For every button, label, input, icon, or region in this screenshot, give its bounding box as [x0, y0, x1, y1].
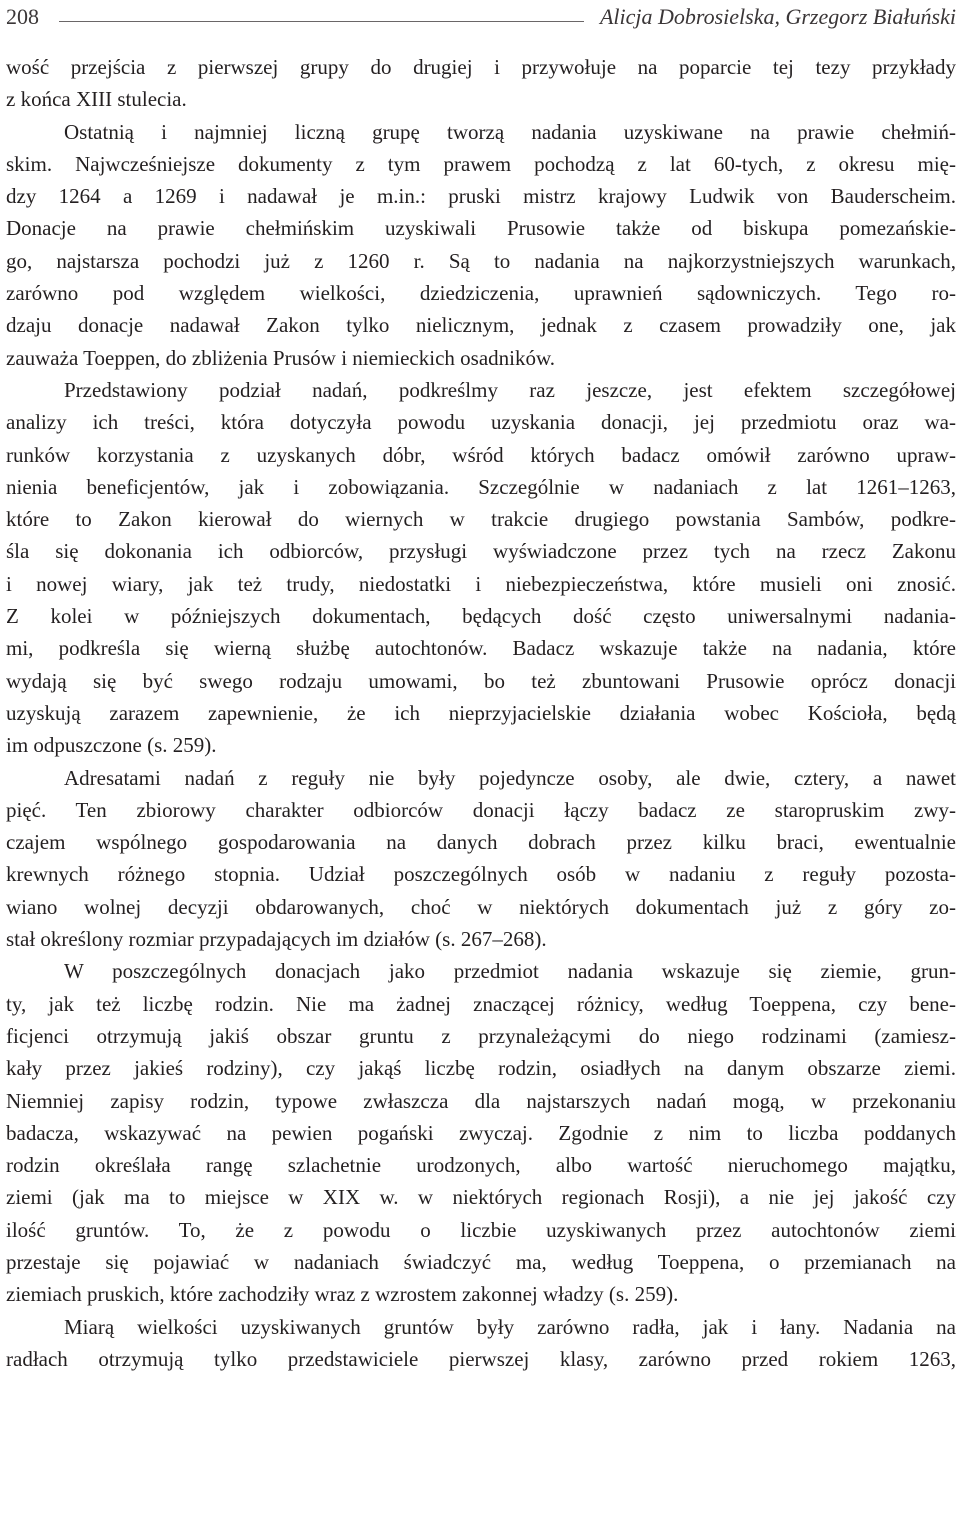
text-line: krewnych różnego stopnia. Udział poszczególnych osób w nadaniu z reguły pozosta- — [6, 862, 956, 887]
text-line: analizy ich treści, która dotyczyła powodu uzyskania donacji, jej przedmiotu oraz wa- — [6, 410, 956, 435]
text-line: czajem wspólnego gospodarowania na danych dobrach przez kilku braci, ewentualnie — [6, 830, 956, 855]
text-line: ziemi (jak ma to miejsce w XIX w. w niektórych regionach Rosji), a nie jej jakość czy — [6, 1185, 956, 1210]
text-line: mi, podkreśla się wierną służbę autochtonów. Badacz wskazuje także na nadania, które — [6, 636, 956, 661]
text-line: badacza, wskazywać na pewien pogański zwyczaj. Zgodnie z nim to liczba poddanych — [6, 1120, 956, 1145]
text-line: zauważa Toeppen, do zbliżenia Prusów i niemieckich osadników. — [6, 345, 556, 370]
text-line: przestaje się pojawiać w nadaniach świadczyć ma, według Toeppena, o przemianach na — [6, 1249, 956, 1274]
text-line: zarówno pod względem wielkości, dziedziczenia, uprawnień sądowniczych. Tego ro- — [6, 281, 956, 306]
running-header — [6, 0, 956, 28]
text-line: ty, jak też liczbę rodzin. Nie ma żadnej znaczącej różnicy, według Toeppena, czy bene- — [6, 991, 956, 1016]
text-line: go, najstarsza pochodzi już z 1260 r. Są to nadania na najkorzystniejszych warunkach, — [6, 248, 956, 273]
text-line: nienia beneficjentów, jak i zobowiązania. Szczególnie w nadaniach z lat 1261–1263, — [6, 474, 956, 499]
text-line: W poszczególnych donacjach jako przedmiot nadania wskazuje się ziemie, grun- — [64, 959, 956, 984]
text-line: ficjenci otrzymują jakiś obszar gruntu z przynależącymi do niego rodzinami (zamiesz- — [6, 1023, 956, 1048]
header-rule — [59, 21, 584, 22]
text-line: Adresatami nadań z reguły nie były pojedyncze osoby, ale dwie, cztery, a nawet — [64, 765, 956, 790]
text-line: ilość gruntów. To, że z powodu o liczbie uzyskiwanych przez autochtonów ziemi — [6, 1217, 956, 1242]
text-line: dzaju donacje nadawał Zakon tylko nielicznym, jednak z czasem prowadziły one, jak — [6, 313, 956, 338]
text-line: runków korzystania z uzyskanych dóbr, wśród których badacz omówił zarówno upraw- — [6, 442, 956, 467]
text-line: im odpuszczone (s. 259). — [6, 733, 217, 758]
text-line: stał określony rozmiar przypadających im działów (s. 267–268). — [6, 927, 547, 952]
text-line: z końca XIII stulecia. — [6, 87, 187, 112]
text-line: Ostatnią i najmniej liczną grupę tworzą nadania uzyskiwane na prawie chełmiń- — [64, 119, 956, 144]
text-line: wydają się być swego rodzaju umowami, bo też zbuntowani Prusowie oprócz donacji — [6, 668, 956, 693]
text-line: Niemniej zapisy rodzin, typowe zwłaszcza dla najstarszych nadań mogą, w przekonaniu — [6, 1088, 956, 1113]
text-line: Przedstawiony podział nadań, podkreślmy raz jeszcze, jest efektem szczegółowej — [64, 377, 956, 402]
text-line: rodzin określała rangę szlachetnie urodzonych, albo wartość nieruchomego majątku, — [6, 1153, 956, 1178]
text-line: wiano wolnej decyzji obdarowanych, choć w niektórych dokumentach już z góry zo- — [6, 894, 956, 919]
body-text — [6, 51, 956, 1375]
text-line: Donacje na prawie chełmińskim uzyskiwali Prusowie także od biskupa pomezańskie- — [6, 216, 956, 241]
text-line: skim. Najwcześniejsze dokumenty z tym prawem pochodzą z lat 60-tych, z okresu mię- — [6, 151, 956, 176]
text-line: radłach otrzymują tylko przedstawiciele pierwszej klasy, zarówno przed rokiem 1263, — [6, 1346, 956, 1371]
text-line: uzyskują zarazem zapewnienie, że ich nieprzyjacielskie działania wobec Kościoła, będą — [6, 700, 956, 725]
text-line: ziemiach pruskich, które zachodziły wraz z wzrostem zakonnej władzy (s. 259). — [6, 1282, 679, 1307]
text-line: i nowej wiary, jak też trudy, niedostatki i niebezpieczeństwa, które musieli oni znosić. — [6, 571, 956, 596]
text-line: kały przez jakieś rodziny), czy jakąś liczbę rodzin, osiadłych na danym obszarze ziemi. — [6, 1056, 956, 1081]
running-head-authors: Alicja Dobrosielska, Grzegorz Białuński — [599, 4, 956, 29]
page-number: 208 — [6, 4, 39, 29]
text-line: Z kolei w późniejszych dokumentach, będących dość często uniwersalnymi nadania- — [6, 604, 956, 629]
text-line: dzy 1264 a 1269 i nadawał je m.in.: pruski mistrz krajowy Ludwik von Bauderscheim. — [6, 184, 956, 209]
text-line: śla się dokonania ich odbiorców, przysługi wyświadczone przez tych na rzecz Zakonu — [6, 539, 956, 564]
text-line: które to Zakon kierował do wiernych w trakcie drugiego powstania Sambów, podkre- — [6, 507, 956, 532]
text-line: Miarą wielkości uzyskiwanych gruntów były zarówno radła, jak i łany. Nadania na — [64, 1314, 956, 1339]
text-line: wość przejścia z pierwszej grupy do drugiej i przywołuje na poparcie tej tezy przykłady — [6, 55, 956, 79]
text-line: pięć. Ten zbiorowy charakter odbiorców donacji łączy badacz ze staropruskim zwy- — [6, 797, 956, 822]
